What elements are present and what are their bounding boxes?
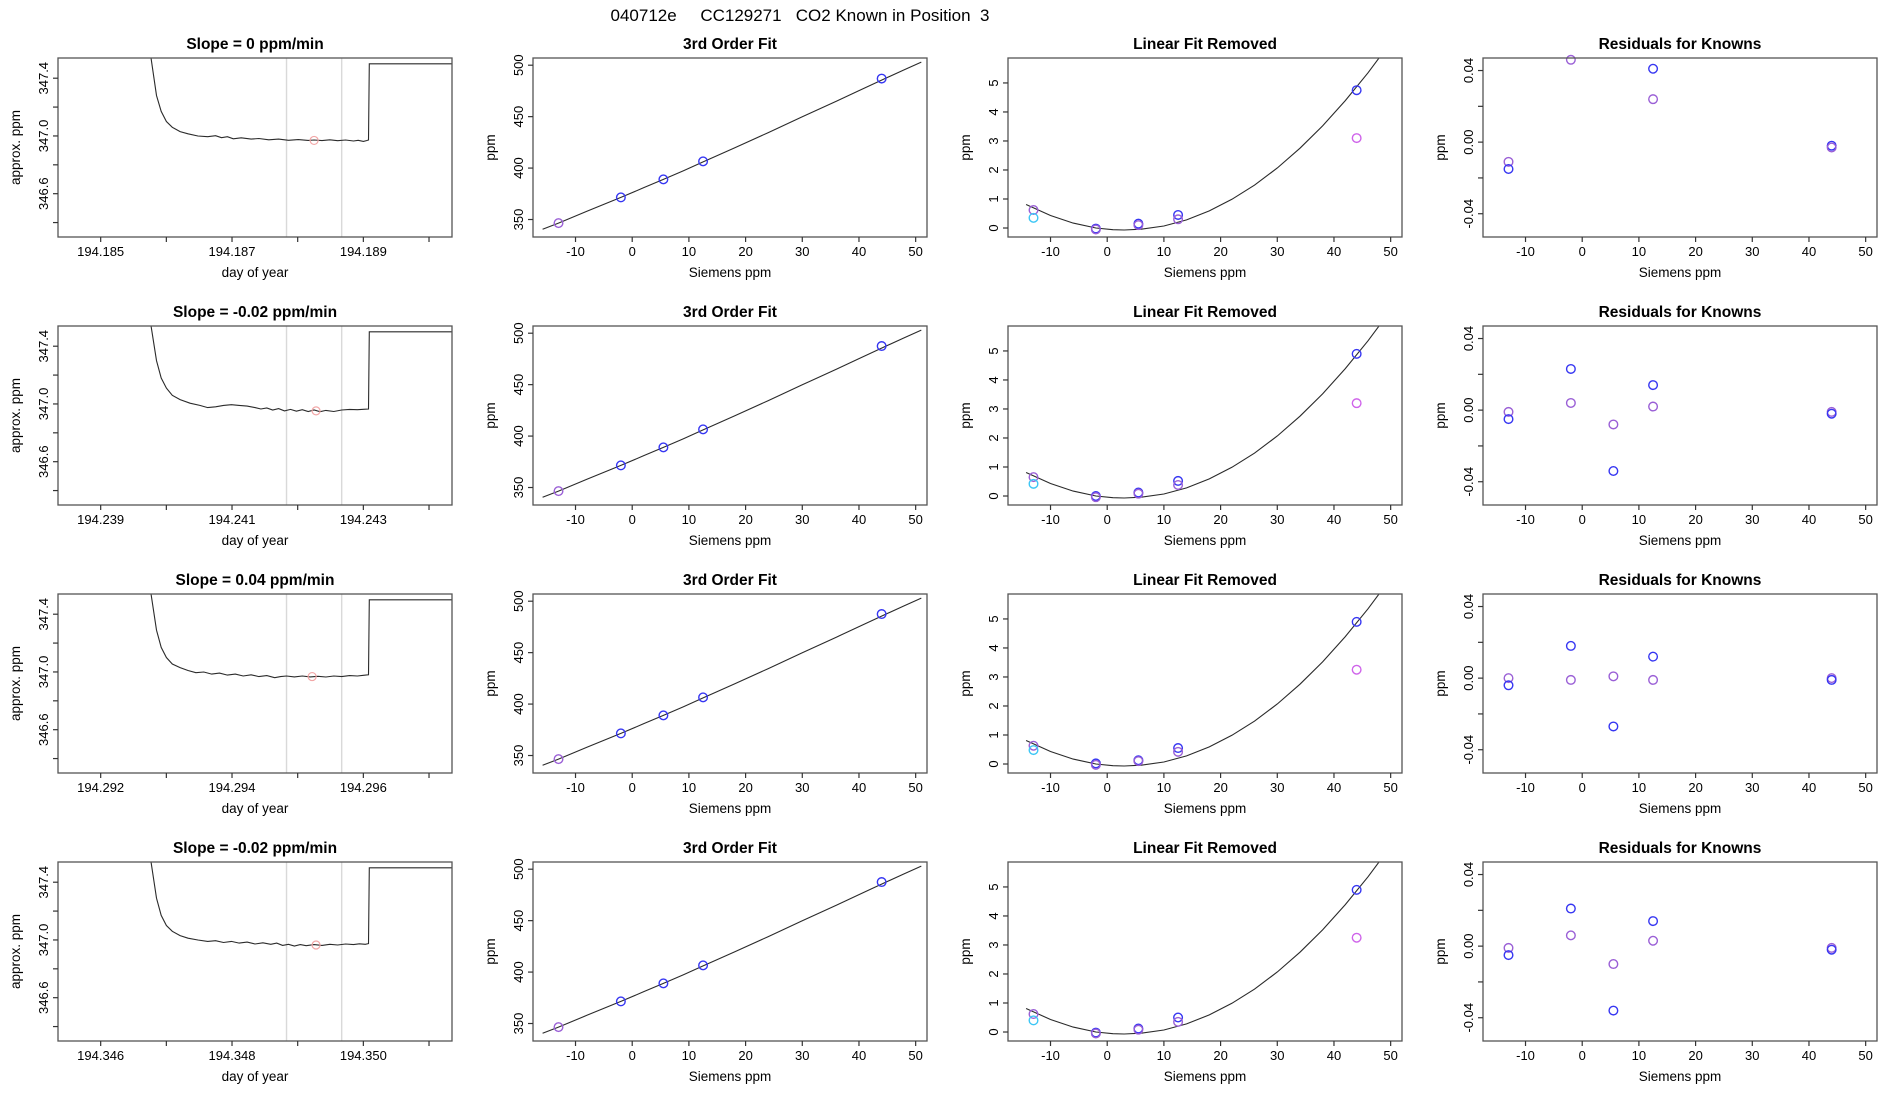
svg-text:Siemens ppm: Siemens ppm: [1163, 533, 1247, 548]
svg-text:50: 50: [908, 1048, 923, 1063]
plot-r3c3-linear-fit: [950, 564, 1425, 832]
svg-text:5: 5: [986, 615, 1001, 623]
svg-text:3: 3: [986, 405, 1001, 413]
svg-text:4: 4: [986, 644, 1001, 652]
svg-text:500: 500: [511, 54, 526, 77]
svg-text:194.185: 194.185: [77, 244, 125, 259]
svg-text:approx. ppm: approx. ppm: [8, 645, 23, 722]
svg-text:350: 350: [511, 744, 526, 767]
svg-text:0: 0: [628, 1048, 636, 1063]
svg-text:0: 0: [986, 224, 1001, 232]
svg-text:450: 450: [511, 373, 526, 396]
svg-text:20: 20: [738, 780, 753, 795]
svg-text:-10: -10: [1516, 512, 1535, 527]
svg-text:-0.04: -0.04: [1461, 1002, 1476, 1033]
svg-text:1: 1: [986, 195, 1001, 203]
svg-text:194.346: 194.346: [77, 1048, 125, 1063]
svg-text:ppm: ppm: [483, 938, 498, 965]
plot-r3c2-3rd-order: [475, 564, 950, 832]
svg-text:ppm: ppm: [483, 134, 498, 161]
svg-text:Linear Fit Removed: Linear Fit Removed: [1133, 572, 1277, 589]
svg-text:10: 10: [1156, 512, 1172, 527]
svg-text:Siemens ppm: Siemens ppm: [1163, 265, 1247, 280]
svg-text:10: 10: [1156, 780, 1172, 795]
svg-text:350: 350: [511, 208, 526, 231]
plot-r1c2-3rd-order: [475, 28, 950, 296]
svg-text:450: 450: [511, 105, 526, 128]
svg-text:Siemens ppm: Siemens ppm: [688, 533, 772, 548]
plot-r4c2-3rd-order: [475, 832, 950, 1100]
svg-text:0: 0: [1103, 244, 1111, 259]
svg-text:40: 40: [1801, 780, 1817, 795]
svg-text:-10: -10: [1516, 1048, 1535, 1063]
svg-text:ppm: ppm: [483, 402, 498, 429]
svg-text:2: 2: [986, 702, 1001, 710]
svg-text:10: 10: [1631, 512, 1647, 527]
svg-text:Siemens ppm: Siemens ppm: [1163, 801, 1247, 816]
svg-text:Linear Fit Removed: Linear Fit Removed: [1133, 36, 1277, 53]
svg-text:450: 450: [511, 909, 526, 932]
svg-text:347.0: 347.0: [36, 923, 51, 957]
svg-text:20: 20: [1213, 244, 1228, 259]
svg-text:40: 40: [1326, 512, 1342, 527]
svg-text:50: 50: [1383, 244, 1398, 259]
svg-text:10: 10: [681, 1048, 697, 1063]
svg-text:1: 1: [986, 999, 1001, 1007]
svg-text:Siemens ppm: Siemens ppm: [1638, 1069, 1722, 1084]
svg-text:20: 20: [1213, 512, 1228, 527]
svg-text:-10: -10: [1041, 244, 1060, 259]
svg-text:0: 0: [986, 1028, 1001, 1036]
svg-text:ppm: ppm: [958, 134, 973, 161]
svg-text:10: 10: [1631, 1048, 1647, 1063]
svg-text:30: 30: [795, 512, 810, 527]
svg-text:40: 40: [1801, 1048, 1817, 1063]
svg-text:194.350: 194.350: [339, 1048, 387, 1063]
plots-grid: [0, 28, 1900, 1100]
svg-text:2: 2: [986, 166, 1001, 174]
svg-text:approx. ppm: approx. ppm: [8, 109, 23, 186]
svg-text:500: 500: [511, 858, 526, 881]
svg-text:10: 10: [681, 512, 697, 527]
svg-text:194.187: 194.187: [208, 244, 256, 259]
svg-text:-10: -10: [1041, 1048, 1060, 1063]
svg-text:30: 30: [795, 244, 810, 259]
svg-text:20: 20: [738, 244, 753, 259]
svg-text:0.04: 0.04: [1461, 593, 1476, 620]
svg-text:4: 4: [986, 376, 1001, 384]
svg-text:0: 0: [1103, 512, 1111, 527]
svg-text:30: 30: [1745, 1048, 1760, 1063]
svg-text:ppm: ppm: [958, 938, 973, 965]
svg-text:50: 50: [908, 244, 923, 259]
svg-text:194.239: 194.239: [77, 512, 125, 527]
svg-text:-10: -10: [1516, 244, 1535, 259]
svg-text:400: 400: [511, 961, 526, 983]
svg-text:10: 10: [1631, 244, 1647, 259]
svg-text:10: 10: [1156, 1048, 1172, 1063]
svg-text:3rd Order Fit: 3rd Order Fit: [683, 572, 777, 589]
svg-text:194.294: 194.294: [208, 780, 256, 795]
svg-text:40: 40: [851, 780, 867, 795]
plot-r2c4-residuals: [1425, 296, 1900, 564]
svg-text:450: 450: [511, 641, 526, 664]
svg-text:40: 40: [851, 244, 867, 259]
svg-text:50: 50: [1858, 1048, 1873, 1063]
svg-text:0: 0: [1578, 1048, 1586, 1063]
svg-text:20: 20: [1688, 244, 1703, 259]
svg-text:346.6: 346.6: [36, 981, 51, 1014]
svg-text:10: 10: [1156, 244, 1172, 259]
svg-text:40: 40: [1801, 244, 1817, 259]
svg-text:400: 400: [511, 693, 526, 715]
svg-text:ppm: ppm: [1433, 938, 1448, 965]
svg-text:Slope = 0 ppm/min: Slope = 0 ppm/min: [186, 36, 324, 53]
svg-text:50: 50: [1383, 780, 1398, 795]
svg-text:50: 50: [1383, 1048, 1398, 1063]
svg-text:5: 5: [986, 79, 1001, 87]
svg-text:50: 50: [1858, 780, 1873, 795]
svg-text:30: 30: [1745, 244, 1760, 259]
svg-text:0: 0: [628, 512, 636, 527]
svg-text:20: 20: [738, 512, 753, 527]
svg-text:-10: -10: [566, 780, 585, 795]
svg-text:Residuals for Knowns: Residuals for Knowns: [1598, 36, 1762, 53]
svg-text:194.296: 194.296: [339, 780, 387, 795]
svg-text:30: 30: [1270, 244, 1285, 259]
svg-text:approx. ppm: approx. ppm: [8, 913, 23, 990]
svg-text:30: 30: [1270, 1048, 1285, 1063]
svg-text:347.4: 347.4: [36, 329, 51, 363]
svg-text:20: 20: [1213, 1048, 1228, 1063]
svg-text:40: 40: [851, 1048, 867, 1063]
plot-r2c3-linear-fit: [950, 296, 1425, 564]
svg-text:30: 30: [1270, 780, 1285, 795]
svg-text:0: 0: [628, 244, 636, 259]
svg-text:347.4: 347.4: [36, 61, 51, 95]
svg-text:500: 500: [511, 590, 526, 613]
svg-text:0.00: 0.00: [1461, 933, 1476, 959]
svg-text:Linear Fit Removed: Linear Fit Removed: [1133, 304, 1277, 321]
svg-text:346.6: 346.6: [36, 177, 51, 210]
svg-text:Residuals for Knowns: Residuals for Knowns: [1598, 304, 1762, 321]
svg-text:0: 0: [1578, 512, 1586, 527]
svg-text:day of year: day of year: [221, 533, 289, 548]
svg-text:ppm: ppm: [483, 670, 498, 697]
svg-text:5: 5: [986, 347, 1001, 355]
svg-text:-0.04: -0.04: [1461, 198, 1476, 229]
plot-r3c4-residuals: [1425, 564, 1900, 832]
svg-text:0.00: 0.00: [1461, 665, 1476, 691]
svg-text:-10: -10: [1041, 512, 1060, 527]
svg-text:4: 4: [986, 108, 1001, 116]
svg-text:approx. ppm: approx. ppm: [8, 377, 23, 454]
svg-text:day of year: day of year: [221, 1069, 289, 1084]
svg-text:40: 40: [1326, 1048, 1342, 1063]
svg-text:0: 0: [986, 760, 1001, 768]
svg-text:30: 30: [795, 1048, 810, 1063]
svg-text:50: 50: [1858, 244, 1873, 259]
svg-text:Slope = -0.02 ppm/min: Slope = -0.02 ppm/min: [172, 840, 338, 857]
plot-r2c2-3rd-order: [475, 296, 950, 564]
svg-text:20: 20: [1688, 1048, 1703, 1063]
svg-text:347.4: 347.4: [36, 865, 51, 899]
svg-text:0.04: 0.04: [1461, 861, 1476, 888]
svg-text:Slope = 0.04 ppm/min: Slope = 0.04 ppm/min: [175, 572, 335, 589]
svg-text:40: 40: [1326, 244, 1342, 259]
svg-text:50: 50: [1383, 512, 1398, 527]
svg-text:40: 40: [851, 512, 867, 527]
svg-text:1: 1: [986, 731, 1001, 739]
svg-text:ppm: ppm: [1433, 134, 1448, 161]
svg-text:5: 5: [986, 883, 1001, 891]
svg-text:Linear Fit Removed: Linear Fit Removed: [1133, 840, 1277, 857]
svg-text:2: 2: [986, 970, 1001, 978]
svg-text:20: 20: [1688, 780, 1703, 795]
svg-text:-10: -10: [1041, 780, 1060, 795]
svg-text:3rd Order Fit: 3rd Order Fit: [683, 36, 777, 53]
svg-text:194.241: 194.241: [208, 512, 256, 527]
svg-text:Siemens ppm: Siemens ppm: [688, 265, 772, 280]
svg-text:3rd Order Fit: 3rd Order Fit: [683, 304, 777, 321]
svg-text:347.0: 347.0: [36, 119, 51, 153]
svg-text:350: 350: [511, 476, 526, 499]
svg-text:ppm: ppm: [1433, 402, 1448, 429]
svg-text:Siemens ppm: Siemens ppm: [1638, 533, 1722, 548]
plot-r2c1-slope: [0, 296, 475, 564]
svg-text:Siemens ppm: Siemens ppm: [688, 801, 772, 816]
svg-text:347.4: 347.4: [36, 597, 51, 631]
svg-text:194.348: 194.348: [208, 1048, 256, 1063]
svg-text:10: 10: [1631, 780, 1647, 795]
svg-text:Residuals for Knowns: Residuals for Knowns: [1598, 572, 1762, 589]
svg-text:0: 0: [1103, 780, 1111, 795]
svg-text:347.0: 347.0: [36, 387, 51, 421]
svg-text:0: 0: [986, 492, 1001, 500]
svg-text:Siemens ppm: Siemens ppm: [1163, 1069, 1247, 1084]
svg-text:20: 20: [738, 1048, 753, 1063]
plot-r1c1-slope: [0, 28, 475, 296]
svg-text:ppm: ppm: [958, 402, 973, 429]
svg-text:-10: -10: [566, 1048, 585, 1063]
svg-text:-10: -10: [1516, 780, 1535, 795]
svg-text:0: 0: [628, 780, 636, 795]
svg-text:ppm: ppm: [1433, 670, 1448, 697]
svg-text:0.04: 0.04: [1461, 57, 1476, 84]
svg-text:350: 350: [511, 1012, 526, 1035]
svg-text:400: 400: [511, 157, 526, 179]
plot-r1c4-residuals: [1425, 28, 1900, 296]
svg-text:Siemens ppm: Siemens ppm: [1638, 801, 1722, 816]
svg-text:50: 50: [908, 780, 923, 795]
svg-text:346.6: 346.6: [36, 445, 51, 478]
svg-text:-0.04: -0.04: [1461, 734, 1476, 765]
svg-text:30: 30: [1270, 512, 1285, 527]
svg-text:20: 20: [1688, 512, 1703, 527]
plot-r4c4-residuals: [1425, 832, 1900, 1100]
svg-text:40: 40: [1801, 512, 1817, 527]
svg-text:2: 2: [986, 434, 1001, 442]
svg-text:-10: -10: [566, 244, 585, 259]
svg-text:30: 30: [795, 780, 810, 795]
svg-text:Siemens ppm: Siemens ppm: [1638, 265, 1722, 280]
svg-text:346.6: 346.6: [36, 713, 51, 746]
svg-text:50: 50: [1858, 512, 1873, 527]
svg-text:Slope = -0.02 ppm/min: Slope = -0.02 ppm/min: [172, 304, 338, 321]
svg-text:400: 400: [511, 425, 526, 447]
svg-text:0.04: 0.04: [1461, 325, 1476, 352]
svg-text:3: 3: [986, 941, 1001, 949]
svg-text:day of year: day of year: [221, 265, 289, 280]
svg-text:0.00: 0.00: [1461, 397, 1476, 423]
svg-text:ppm: ppm: [958, 670, 973, 697]
svg-text:20: 20: [1213, 780, 1228, 795]
svg-text:0: 0: [1578, 244, 1586, 259]
svg-text:3: 3: [986, 137, 1001, 145]
plot-r4c3-linear-fit: [950, 832, 1425, 1100]
svg-text:194.243: 194.243: [339, 512, 387, 527]
svg-text:3rd Order Fit: 3rd Order Fit: [683, 840, 777, 857]
plot-r4c1-slope: [0, 832, 475, 1100]
svg-text:Residuals for Knowns: Residuals for Knowns: [1598, 840, 1762, 857]
svg-text:-0.04: -0.04: [1461, 466, 1476, 497]
svg-text:-10: -10: [566, 512, 585, 527]
svg-text:194.292: 194.292: [77, 780, 125, 795]
svg-text:50: 50: [908, 512, 923, 527]
svg-text:Siemens ppm: Siemens ppm: [688, 1069, 772, 1084]
svg-text:4: 4: [986, 912, 1001, 920]
svg-text:30: 30: [1745, 780, 1760, 795]
svg-text:347.0: 347.0: [36, 655, 51, 689]
svg-text:194.189: 194.189: [339, 244, 387, 259]
svg-text:10: 10: [681, 244, 697, 259]
svg-text:0.00: 0.00: [1461, 129, 1476, 155]
svg-text:10: 10: [681, 780, 697, 795]
svg-text:40: 40: [1326, 780, 1342, 795]
plot-r1c3-linear-fit: [950, 28, 1425, 296]
svg-text:500: 500: [511, 322, 526, 345]
svg-text:3: 3: [986, 673, 1001, 681]
svg-text:0: 0: [1578, 780, 1586, 795]
svg-text:0: 0: [1103, 1048, 1111, 1063]
plot-r3c1-slope: [0, 564, 475, 832]
svg-text:30: 30: [1745, 512, 1760, 527]
figure-title: 040712e CC129271 CO2 Known in Position 3: [610, 6, 990, 25]
svg-text:1: 1: [986, 463, 1001, 471]
svg-text:day of year: day of year: [221, 801, 289, 816]
